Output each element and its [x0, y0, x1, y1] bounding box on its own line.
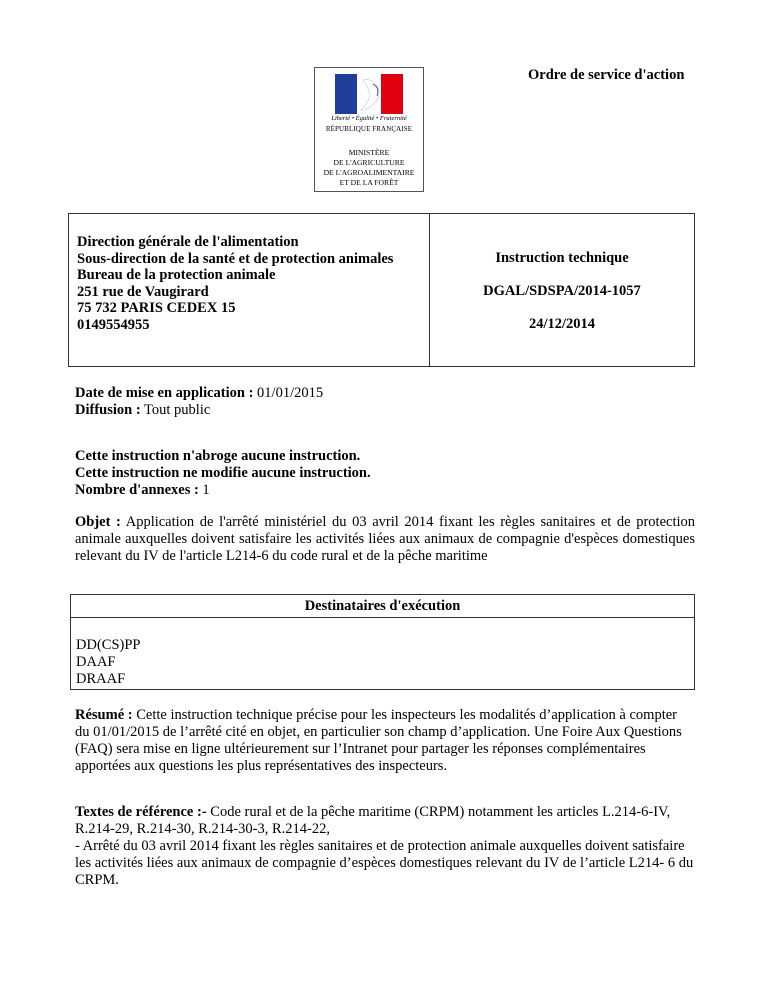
- motto-text: Liberté • Égalité • Fraternité: [331, 115, 407, 122]
- textes-line1: Code rural et de la pêche maritime (CRPM) notamment les articles L.214-6-IV, R.214-29, R.214-30, R.214-30-3, R.214-22,: [75, 804, 671, 837]
- annexes-line: [75, 482, 371, 499]
- textes-reference-paragraph: [75, 804, 695, 889]
- application-info: [75, 385, 323, 419]
- diffusion-label: Diffusion :: [75, 402, 141, 418]
- ministry-line: DE L'AGROALIMENTAIRE: [323, 168, 415, 177]
- resume-label: Résumé :: [75, 707, 133, 723]
- direction-line: Sous-direction de la santé et de protection animales: [77, 250, 394, 267]
- application-date-label: Date de mise en application :: [75, 385, 254, 401]
- application-date-value: 01/01/2015: [257, 385, 324, 401]
- header-table: [68, 213, 695, 367]
- destinataires-list: [76, 637, 140, 688]
- instruction-info: [430, 250, 694, 349]
- ministry-line: ET DE LA FORÊT: [339, 178, 399, 187]
- textes-first-line: [75, 804, 695, 838]
- objet-paragraph: [75, 514, 695, 565]
- objet-label: Objet :: [75, 514, 121, 530]
- ministry-line: DE L'AGRICULTURE: [333, 158, 405, 167]
- issuing-direction: [77, 234, 393, 333]
- destinataires-table: [70, 594, 695, 690]
- instruction-reference: DGAL/SDSPA/2014-1057: [483, 283, 641, 299]
- abrogation-line: Cette instruction n'abroge aucune instruction.: [75, 448, 361, 464]
- modification-line: Cette instruction ne modifie aucune instruction.: [75, 465, 371, 481]
- instruction-date: 24/12/2014: [528, 316, 596, 332]
- destinataires-title: Destinataires d'exécution: [71, 595, 694, 618]
- list-item: DRAAF: [76, 671, 126, 687]
- diffusion-value: Tout public: [144, 402, 211, 418]
- marianne-flag-icon: [335, 74, 403, 114]
- direction-line: 0149554955: [77, 316, 150, 333]
- application-date-line: [75, 385, 323, 402]
- textes-line2: - Arrêté du 03 avril 2014 fixant les règles sanitaires et de protection animale auxquelles doivent satisfaire les activités liées aux animaux de compagnie d’espèces domestiques relevant du IV de l’article L214- 6 du CRPM.: [75, 838, 694, 888]
- republique-francaise-text: RÉPUBLIQUE FRANÇAISE: [325, 125, 413, 133]
- direction-line: Bureau de la protection animale: [77, 267, 276, 283]
- resume-paragraph: [75, 707, 695, 775]
- textes-label: Textes de référence :-: [75, 804, 207, 820]
- ministry-name: [315, 148, 423, 188]
- objet-text: Application de l'arrêté ministériel du 03 avril 2014 fixant les règles sanitaires et de protection animale auxquelles doivent satisfaire les activités liées aux animaux de compagnie d'espèces domestiques relevant du IV de l'article L214-6 du code rural et de la pêche maritime: [75, 514, 696, 564]
- direction-line: 251 rue de Vaugirard: [77, 283, 209, 300]
- diffusion-line: [75, 402, 323, 419]
- instruction-type: Instruction technique: [495, 250, 629, 266]
- order-title: Ordre de service d'action: [528, 67, 685, 83]
- ministry-line: MINISTÈRE: [348, 148, 390, 157]
- abrogation-info: [75, 448, 371, 499]
- annexes-label: Nombre d'annexes :: [75, 482, 199, 498]
- list-item: DD(CS)PP: [76, 637, 141, 653]
- direction-line: 75 732 PARIS CEDEX 15: [77, 300, 236, 316]
- list-item: DAAF: [76, 654, 116, 670]
- ministry-logo: [314, 67, 424, 192]
- annexes-value: 1: [202, 482, 210, 498]
- resume-text: Cette instruction technique précise pour les inspecteurs les modalités d’application à compter du 01/01/2015 de l’arrêté cité en objet, en particulier son champ d’application. Une Foire Aux Questions (FAQ) sera mise en ligne ultérieurement sur l’Intranet pour partager les réponses complémentaires apportées aux questions les plus représentatives des inspecteurs.: [75, 707, 682, 774]
- direction-line: Direction générale de l'alimentation: [77, 234, 299, 250]
